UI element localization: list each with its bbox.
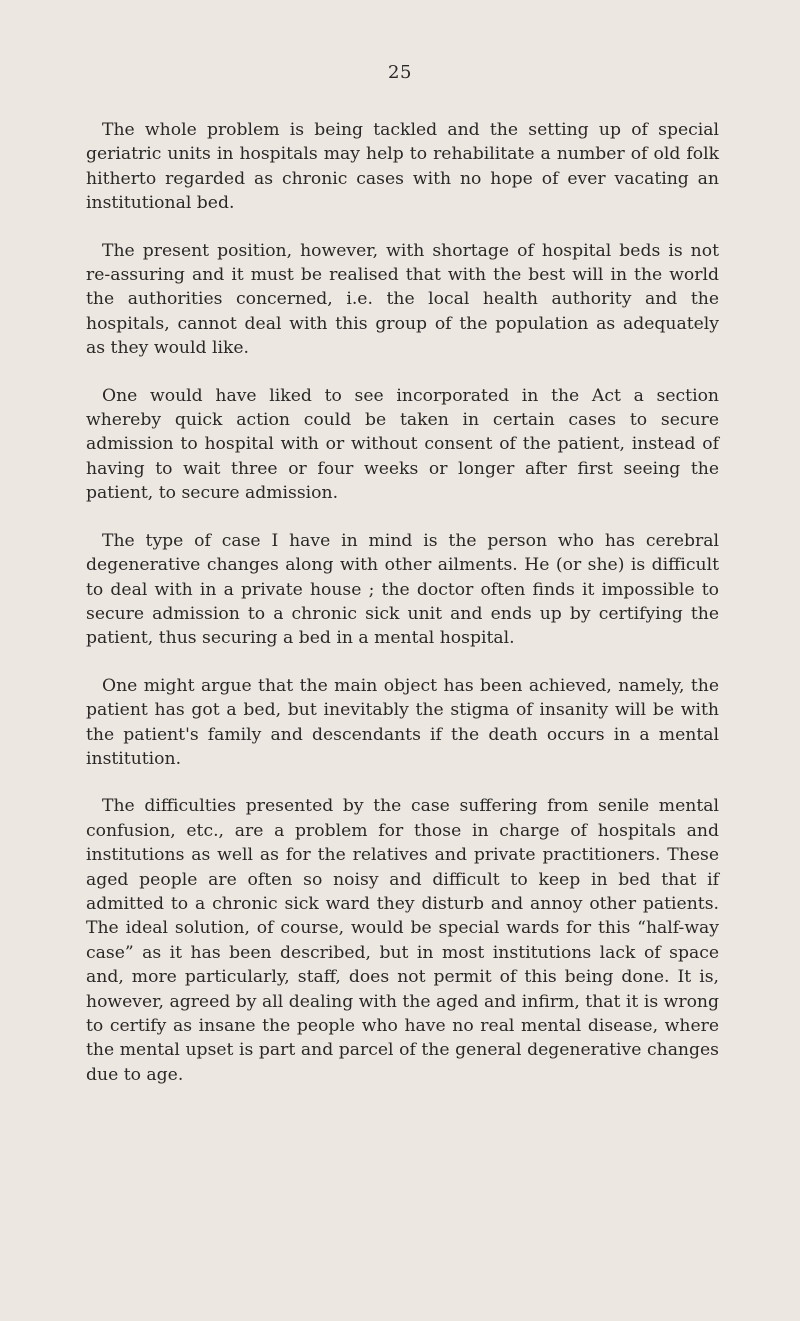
page-number: 25 (388, 62, 412, 83)
paragraph-main-object: One might argue that the main object has been achieved, namely, the patient has got a bed, but inevitably the stigma of insanity will be with the patient's family and descendants if the death occurs in a mental institution. (86, 675, 719, 769)
paragraph-geriatric-units: The whole problem is being tackled and the setting up of special geriatric units in hospitals may help to rehabilitate a number of old folk hitherto regarded as chronic cases with no hope of ever vacating an institutional bed. (86, 120, 719, 214)
paragraph-difficulties: The difficulties presented by the case suffering from senile mental confusion, etc., are a problem for those in charge of hospitals and institutions as well as for the relatives and private practitioners. These aged people are often so noisy and difficult to keep in bed that if admitted to a chronic sick ward they disturb and annoy other patients. The ideal solution, of course, would be special wards for this “half-way case” as it has been described, but in most institutions lack of space and, more particularly, staff, does not permit of this being done. It is, however, agreed by all dealing with the aged and infirm, that it is wrong to certify as insane the people who have no real mental disease, where the mental upset is part and parcel of the general degenerative changes due to age. (86, 796, 719, 1085)
body-text (86, 118, 719, 1110)
paragraph-present-position: The present position, however, with shortage of hospital beds is not re-assuring and it must be realised that with the best will in the world the authorities concerned, i.e. the local health authority and the hospitals, cannot deal with this group of the population as adequately as they would like. (86, 240, 719, 359)
paragraph-type-of-case: The type of case I have in mind is the person who has cerebral degenerative changes along with other ailments. He (or she) is difficult to deal with in a private house ; the doctor often finds it impossible to secure admission to a chronic sick unit and ends up by certifying the patient, thus securing a bed in a mental hospital. (86, 530, 719, 649)
paragraph-act-section: One would have liked to see incorporated in the Act a section whereby quick action could be taken in certain cases to secure admission to hospital with or without consent of the patient, instead of having to wait three or four weeks or longer after first seeing the patient, to secure admission. (86, 385, 719, 504)
